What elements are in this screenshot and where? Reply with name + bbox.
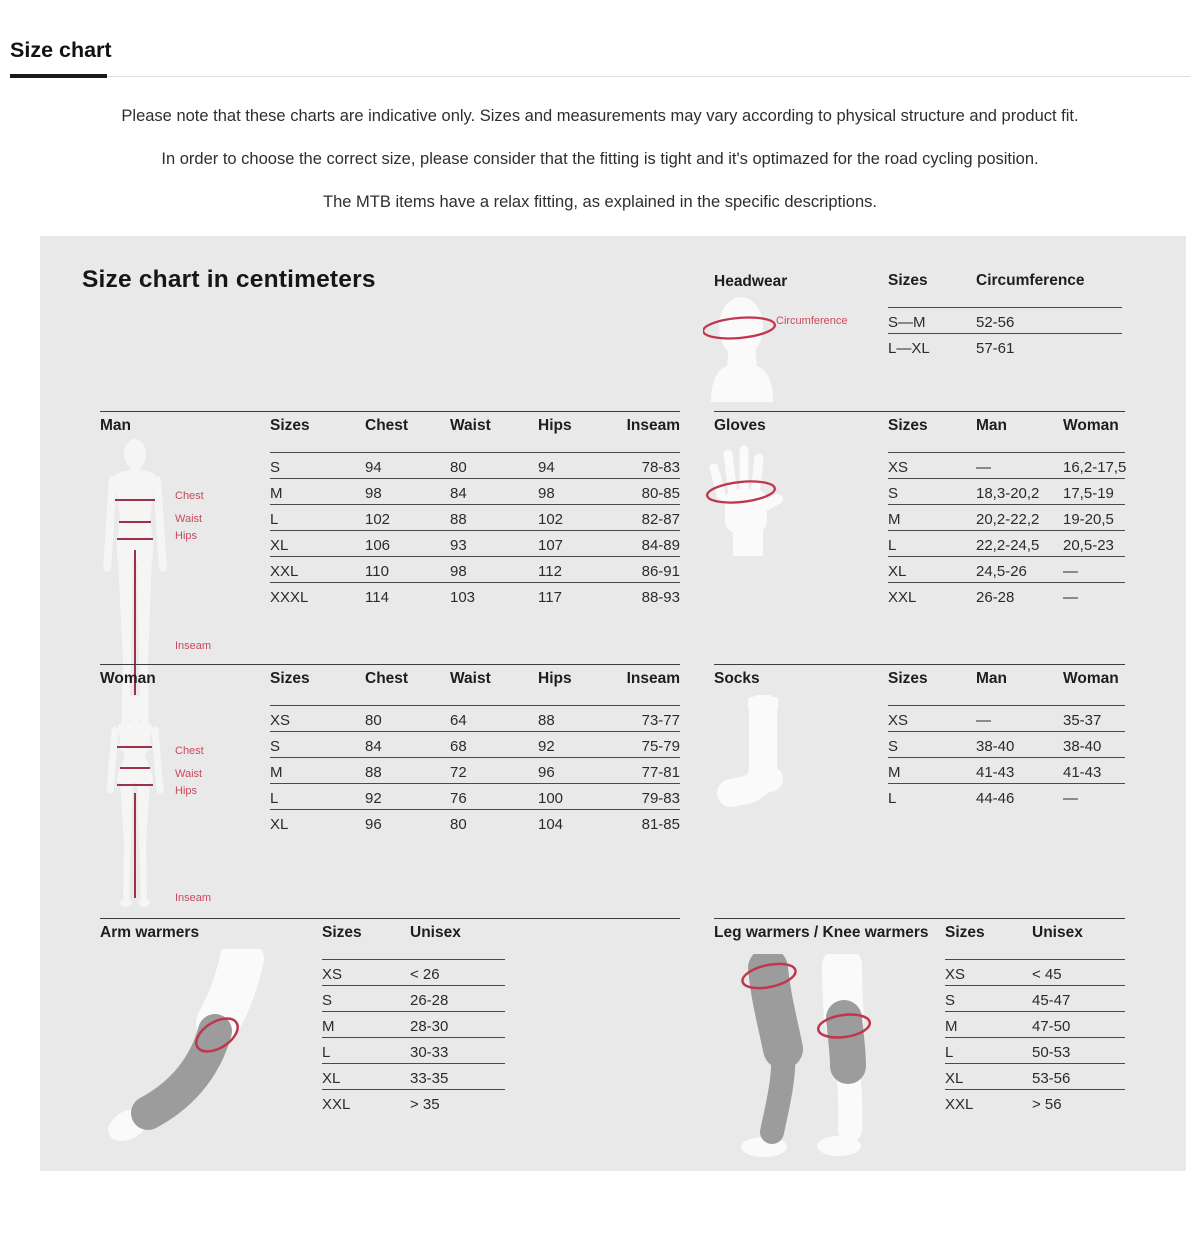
table-header-row <box>270 412 680 453</box>
value-cell: 44-46 <box>976 790 1015 808</box>
value-cell: 57-61 <box>976 340 1015 358</box>
table-row <box>270 758 680 784</box>
section-socks <box>714 664 1125 918</box>
leg-warmers-size-table <box>945 919 1125 1116</box>
value-cell: 106 <box>365 537 391 555</box>
value-cell: 92 <box>538 738 555 756</box>
value-cell: 41-43 <box>976 764 1015 782</box>
man-chest-annotation: Chest <box>175 489 204 502</box>
column-header: Sizes <box>888 271 928 289</box>
column-header: Sizes <box>888 416 928 434</box>
size-cell: S—M <box>888 314 926 332</box>
table-row <box>270 583 680 609</box>
woman-hips-annotation: Hips <box>175 784 198 797</box>
value-cell: 93 <box>450 537 467 555</box>
size-chart-panel <box>40 236 1186 1171</box>
section-arm-warmers <box>100 918 680 1171</box>
value-cell: 77-81 <box>641 764 680 782</box>
table-row <box>945 1038 1125 1064</box>
value-cell: 47-50 <box>1032 1018 1071 1036</box>
value-cell: 82-87 <box>641 511 680 529</box>
value-cell: 110 <box>365 563 389 581</box>
table-row <box>270 810 680 836</box>
circumference-annotation: Circumference <box>776 314 848 327</box>
size-chart-page <box>0 38 1200 1171</box>
value-cell: 102 <box>365 511 391 529</box>
size-cell: M <box>270 485 283 503</box>
table-row <box>270 505 680 531</box>
value-cell: 102 <box>538 511 564 529</box>
size-cell: XL <box>270 537 289 555</box>
table-row <box>322 1012 505 1038</box>
value-cell: 30-33 <box>410 1044 449 1062</box>
value-cell: 72 <box>450 764 467 782</box>
value-cell: 94 <box>538 459 555 477</box>
size-cell: L <box>888 537 897 555</box>
leg-warmers-label: Leg warmers / Knee warmers <box>714 923 929 941</box>
size-cell: L <box>888 790 897 808</box>
column-header: Waist <box>450 669 491 687</box>
value-cell: 28-30 <box>410 1018 449 1036</box>
socks-size-table <box>888 665 1125 810</box>
woman-chest-annotation: Chest <box>175 744 204 757</box>
panel-title-cell <box>82 236 680 411</box>
table-row <box>945 1090 1125 1116</box>
table-row <box>270 706 680 732</box>
value-cell: 19-20,5 <box>1063 511 1114 529</box>
value-cell: 38-40 <box>976 738 1015 756</box>
socks-label: Socks <box>714 669 760 687</box>
size-cell: XL <box>945 1070 964 1088</box>
column-header: Sizes <box>270 669 310 687</box>
value-cell: 81-85 <box>641 816 680 834</box>
man-waist-annotation: Waist <box>175 512 203 525</box>
woman-size-table <box>270 665 680 836</box>
size-cell: S <box>888 485 899 503</box>
value-cell: 35-37 <box>1063 712 1102 730</box>
size-cell: L <box>270 790 279 808</box>
size-cell: XS <box>888 712 909 730</box>
size-cell: S <box>322 992 333 1010</box>
value-cell: 84-89 <box>641 537 680 555</box>
size-cell: L <box>270 511 279 529</box>
table-row <box>270 557 680 583</box>
table-row <box>888 453 1125 479</box>
section-woman <box>100 664 680 918</box>
value-cell: < 45 <box>1032 966 1062 984</box>
column-header: Waist <box>450 416 491 434</box>
table-row <box>888 334 1122 360</box>
man-hips-annotation: Hips <box>175 529 198 542</box>
column-header: Sizes <box>945 923 985 941</box>
value-cell: 52-56 <box>976 314 1015 332</box>
note-line-3: The MTB items have a relax fitting, as explained in the specific descriptions. <box>323 192 877 211</box>
woman-label: Woman <box>100 669 156 687</box>
table-row <box>888 479 1125 505</box>
table-row <box>888 557 1125 583</box>
value-cell: 114 <box>365 589 389 607</box>
value-cell: 41-43 <box>1063 764 1102 782</box>
table-row <box>270 479 680 505</box>
value-cell: 92 <box>365 790 382 808</box>
arm-warmer-icon <box>100 949 285 1164</box>
table-row <box>270 531 680 557</box>
column-header: Woman <box>1063 416 1119 434</box>
gloves-size-table <box>888 412 1125 609</box>
value-cell: < 26 <box>410 966 440 984</box>
size-cell: M <box>270 764 283 782</box>
value-cell: > 56 <box>1032 1096 1062 1114</box>
table-row <box>888 758 1125 784</box>
size-cell: XXL <box>945 1096 974 1114</box>
value-cell: 98 <box>538 485 555 503</box>
table-row <box>888 531 1125 557</box>
table-row <box>322 1064 505 1090</box>
size-cell: XL <box>270 816 289 834</box>
section-man <box>100 411 680 664</box>
size-cell: XL <box>322 1070 341 1088</box>
header-rule-accent <box>10 74 107 78</box>
page-title: Size chart <box>10 38 112 62</box>
value-cell: 53-56 <box>1032 1070 1071 1088</box>
size-cell: XXL <box>322 1096 351 1114</box>
size-cell: L <box>322 1044 331 1062</box>
column-header: Circumference <box>976 271 1085 289</box>
section-gloves <box>714 411 1125 664</box>
value-cell: 84 <box>365 738 382 756</box>
value-cell: 17,5-19 <box>1063 485 1114 503</box>
value-cell: 100 <box>538 790 564 808</box>
column-header: Chest <box>365 669 409 687</box>
value-cell: 26-28 <box>976 589 1015 607</box>
table-row <box>945 986 1125 1012</box>
value-cell: — <box>976 712 991 730</box>
man-size-table <box>270 412 680 609</box>
size-cell: XS <box>322 966 343 984</box>
table-header-row <box>888 267 1122 308</box>
woman-inseam-annotation: Inseam <box>175 891 212 904</box>
value-cell: 117 <box>538 589 562 607</box>
size-cell: XXL <box>888 589 917 607</box>
table-header-row <box>322 919 505 960</box>
value-cell: 79-83 <box>641 790 680 808</box>
value-cell: 22,2-24,5 <box>976 537 1040 555</box>
value-cell: 20,5-23 <box>1063 537 1114 555</box>
arm-warmers-size-table <box>322 919 505 1116</box>
socks-icon <box>714 695 794 815</box>
value-cell: 26-28 <box>410 992 449 1010</box>
size-cell: XXL <box>270 563 299 581</box>
woman-figure-icon <box>100 695 170 910</box>
column-header: Inseam <box>626 416 680 434</box>
table-header-row <box>888 665 1125 706</box>
table-row <box>270 453 680 479</box>
note-line-2: In order to choose the correct size, please consider that the fitting is tight and it's optimazed for the road cycling position. <box>161 149 1039 168</box>
section-leg-warmers <box>714 918 1125 1171</box>
value-cell: 78-83 <box>641 459 680 477</box>
column-header: Hips <box>538 669 572 687</box>
table-row <box>322 986 505 1012</box>
column-header: Woman <box>1063 669 1119 687</box>
table-row <box>270 784 680 810</box>
value-cell: 103 <box>450 589 476 607</box>
value-cell: 76 <box>450 790 467 808</box>
value-cell: 98 <box>365 485 382 503</box>
value-cell: 50-53 <box>1032 1044 1071 1062</box>
value-cell: 68 <box>450 738 467 756</box>
value-cell: 104 <box>538 816 564 834</box>
table-row <box>888 583 1125 609</box>
value-cell: 16,2-17,5 <box>1063 459 1127 477</box>
value-cell: 86-91 <box>641 563 680 581</box>
man-inseam-annotation: Inseam <box>175 639 212 652</box>
size-cell: XS <box>945 966 966 984</box>
woman-waist-annotation: Waist <box>175 767 203 780</box>
table-row <box>322 1090 505 1116</box>
value-cell: 80-85 <box>641 485 680 503</box>
value-cell: 84 <box>450 485 467 503</box>
column-header: Inseam <box>626 669 680 687</box>
table-row <box>888 706 1125 732</box>
table-row <box>270 732 680 758</box>
size-cell: S <box>270 459 281 477</box>
value-cell: > 35 <box>410 1096 440 1114</box>
value-cell: 88 <box>450 511 467 529</box>
value-cell: 112 <box>538 563 562 581</box>
column-header: Sizes <box>270 416 310 434</box>
value-cell: — <box>1063 589 1078 607</box>
size-cell: XXXL <box>270 589 309 607</box>
value-cell: 80 <box>450 459 467 477</box>
value-cell: 64 <box>450 712 467 730</box>
value-cell: 18,3-20,2 <box>976 485 1040 503</box>
size-cell: L <box>945 1044 954 1062</box>
table-row <box>322 1038 505 1064</box>
size-cell: M <box>888 764 901 782</box>
table-header-row <box>270 665 680 706</box>
table-row <box>945 1012 1125 1038</box>
value-cell: 96 <box>538 764 555 782</box>
table-row <box>888 505 1125 531</box>
size-cell: XL <box>888 563 907 581</box>
column-header: Unisex <box>410 923 461 941</box>
headwear-icon <box>703 294 781 402</box>
size-cell: M <box>888 511 901 529</box>
table-header-row <box>888 412 1125 453</box>
value-cell: 88 <box>365 764 382 782</box>
column-header: Sizes <box>888 669 928 687</box>
size-cell: XS <box>270 712 291 730</box>
section-headwear <box>714 236 1125 411</box>
table-row <box>888 732 1125 758</box>
value-cell: 88 <box>538 712 555 730</box>
value-cell: 80 <box>450 816 467 834</box>
value-cell: 98 <box>450 563 467 581</box>
value-cell: 24,5-26 <box>976 563 1027 581</box>
leg-warmer-icon <box>738 954 888 1166</box>
panel-title: Size chart in centimeters <box>82 265 376 293</box>
column-header: Man <box>976 669 1007 687</box>
table-row <box>888 784 1125 810</box>
page-header <box>10 38 1190 77</box>
headwear-label: Headwear <box>714 272 788 290</box>
table-row <box>945 1064 1125 1090</box>
table-row <box>945 960 1125 986</box>
table-header-row <box>945 919 1125 960</box>
value-cell: 33-35 <box>410 1070 449 1088</box>
value-cell: 96 <box>365 816 382 834</box>
header-rule <box>10 76 1190 77</box>
size-cell: S <box>888 738 899 756</box>
column-header: Man <box>976 416 1007 434</box>
size-cell: L—XL <box>888 340 930 358</box>
value-cell: 75-79 <box>641 738 680 756</box>
size-cell: S <box>270 738 281 756</box>
value-cell: 94 <box>365 459 382 477</box>
value-cell: 107 <box>538 537 564 555</box>
value-cell: 80 <box>365 712 382 730</box>
note-line-1: Please note that these charts are indicative only. Sizes and measurements may vary according to physical structure and product fit. <box>121 106 1079 125</box>
column-header: Sizes <box>322 923 362 941</box>
gloves-label: Gloves <box>714 416 766 434</box>
value-cell: 73-77 <box>641 712 680 730</box>
column-header: Chest <box>365 416 409 434</box>
table-row <box>322 960 505 986</box>
value-cell: 45-47 <box>1032 992 1071 1010</box>
size-cell: M <box>322 1018 335 1036</box>
value-cell: 20,2-22,2 <box>976 511 1040 529</box>
size-cell: M <box>945 1018 958 1036</box>
man-label: Man <box>100 416 131 434</box>
value-cell: — <box>976 459 991 477</box>
gloves-icon <box>705 444 787 556</box>
value-cell: — <box>1063 563 1078 581</box>
size-cell: XS <box>888 459 909 477</box>
intro-notes <box>0 107 1200 212</box>
column-header: Hips <box>538 416 572 434</box>
value-cell: — <box>1063 790 1078 808</box>
value-cell: 38-40 <box>1063 738 1102 756</box>
value-cell: 88-93 <box>641 589 680 607</box>
arm-warmers-label: Arm warmers <box>100 923 200 941</box>
size-cell: S <box>945 992 956 1010</box>
headwear-table <box>888 267 1122 360</box>
column-header: Unisex <box>1032 923 1083 941</box>
table-row <box>888 308 1122 334</box>
